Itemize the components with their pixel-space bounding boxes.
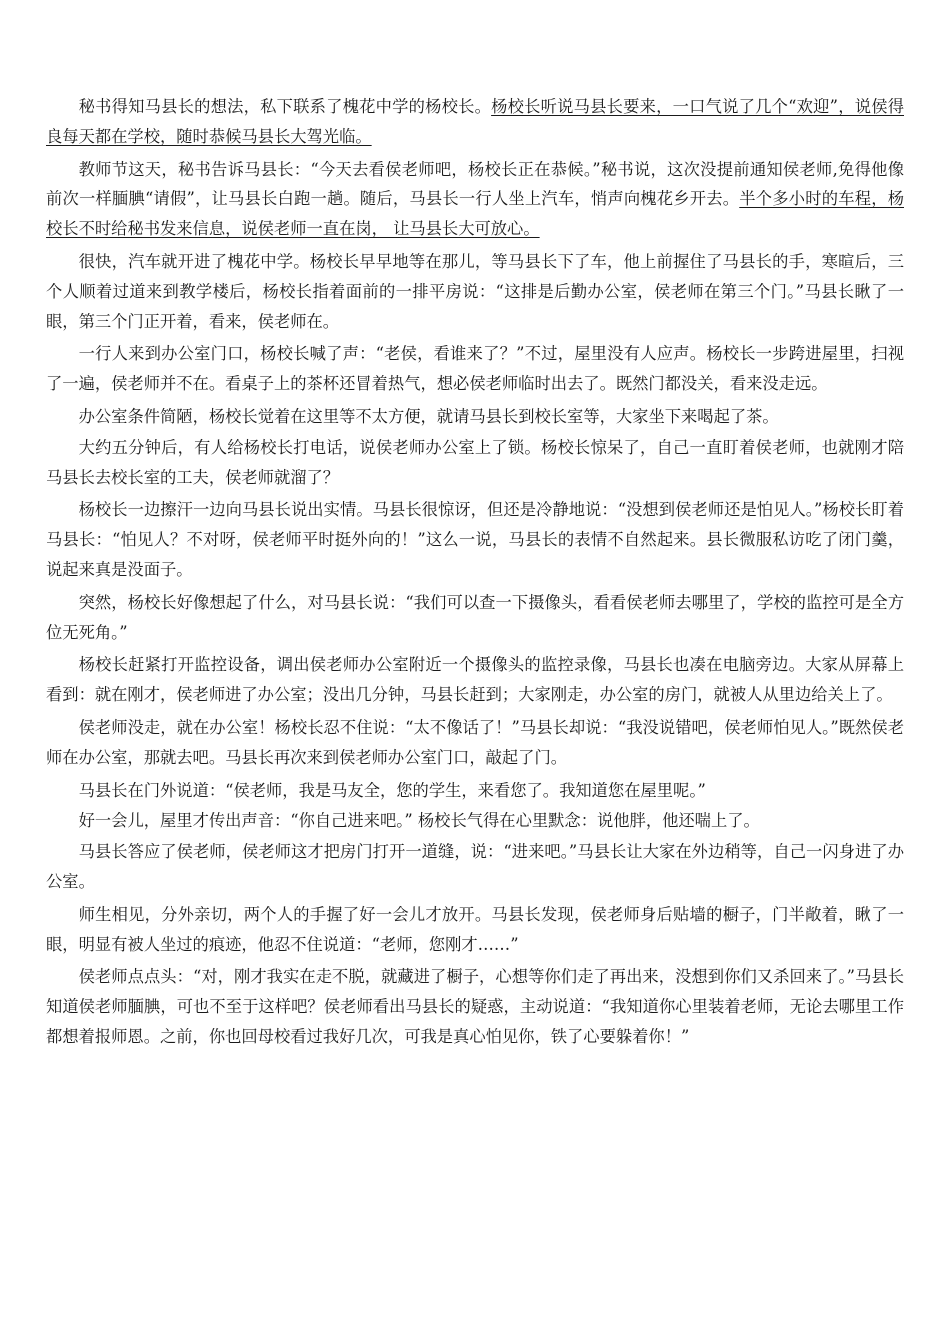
paragraph-text: 秘书得知马县长的想法，私下联系了槐花中学的杨校长。 [78, 97, 492, 116]
paragraph-6: 大约五分钟后，有人给杨校长打电话，说侯老师办公室上了锁。杨校长惊呆了，自己一直盯着侯老师，也就刚才陪马县长去校长室的工夫，侯老师就溜了？ [46, 437, 904, 487]
paragraph-9: 杨校长赶紧打开监控设备，调出侯老师办公室附近一个摄像头的监控录像，马县长也凑在电脑旁边。大家从屏幕上看到：就在刚才，侯老师进了办公室；没出几分钟，马县长赶到；大家刚走，办公室的房门，就被人从里边给关上了。 [46, 655, 904, 705]
paragraph-text: 教师节这天，秘书告诉马县长：“今天去看侯老师吧，杨校长正在恭候。”秘书说，这次没提前通知侯老师,免得他像前次一样腼腆“请假”，让马县长白跑一趟。随后，马县长一行人坐上汽车，悄声向槐花乡开去。 [46, 159, 904, 209]
underlined-sentence: 杨校长听说马县长要来，一口气说了几个“欢迎”，说侯得良每天都在学校，随时恭候马县长大驾光临。 [46, 97, 904, 146]
paragraph-5: 办公室条件简陋，杨校长觉着在这里等不太方便，就请马县长到校长室等，大家坐下来喝起了茶。 [78, 406, 779, 426]
paragraph-10: 侯老师没走，就在办公室！杨校长忍不住说：“太不像话了！”马县长却说：“我没说错吧，侯老师怕见人。”既然侯老师在办公室，那就去吧。马县长再次来到侯老师办公室门口，敲起了门。 [46, 717, 904, 767]
underlined-sentence: 半个多小时的车程，杨校长不时给秘书发来信息，说侯老师一直在岗， 让马县长大可放心。 [46, 189, 904, 239]
paragraph-2 [46, 155, 904, 244]
paragraph-8: 突然，杨校长好像想起了什么，对马县长说：“我们可以查一下摄像头，看看侯老师去哪里了，学校的监控可是全方位无死角。” [46, 592, 904, 642]
document-body [46, 92, 904, 1055]
paragraph-11: 马县长在门外说道：“侯老师，我是马友全，您的学生，来看您了。我知道您在屋里呢。” [78, 780, 706, 800]
paragraph-13: 马县长答应了侯老师，侯老师这才把房门打开一道缝，说：“进来吧。”马县长让大家在外边稍等，自己一闪身进了办公室。 [46, 842, 904, 891]
paragraph-15: 侯老师点点头：“对，刚才我实在走不脱，就藏进了橱子，心想等你们走了再出来，没想到你们又杀回来了。”马县长知道侯老师腼腆，可也不至于这样吧？侯老师看出马县长的疑惑，主动说道：“我知道你心里装着老师，无论去哪里工作都想着报师恩。之前，你也回母校看过我好几次，可我是真心怕见你，铁了心要躲着你！” [46, 967, 904, 1046]
paragraph-4: 一行人来到办公室门口，杨校长喊了声：“老侯，看谁来了？”不过，屋里没有人应声。杨校长一步跨进屋里，扫视了一遍，侯老师并不在。看桌子上的茶杯还冒着热气，想必侯老师临时出去了。既然门都没关，看来没走远。 [46, 344, 904, 394]
paragraph-14: 师生相见，分外亲切，两个人的手握了好一会儿才放开。马县长发现，侯老师身后贴墙的橱子，门半敞着，瞅了一眼，明显有被人坐过的痕迹，他忍不住说道：“老师，您刚才……” [46, 904, 904, 954]
paragraph-7: 杨校长一边擦汗一边向马县长说出实情。马县长很惊讶，但还是冷静地说：“没想到侯老师还是怕见人。”杨校长盯着马县长：“怕见人？不对呀，侯老师平时挺外向的！”这么一说，马县长的表情不自然起来。县长微服私访吃了闭门羹，说起来真是没面子。 [46, 500, 904, 579]
paragraph-3: 很快，汽车就开进了槐花中学。杨校长早早地等在那儿，等马县长下了车，他上前握住了马县长的手，寒暄后，三个人顺着过道来到教学楼后，杨校长指着面前的一排平房说：“这排是后勤办公室，侯老师在第三个门。”马县长瞅了一眼，第三个门正开着，看来，侯老师在。 [46, 251, 904, 331]
paragraph-12: 好一会儿，屋里才传出声音：“你自己进来吧。” 杨校长气得在心里默念：说他胖，他还喘上了。 [78, 811, 760, 831]
paragraph-1 [46, 92, 904, 152]
